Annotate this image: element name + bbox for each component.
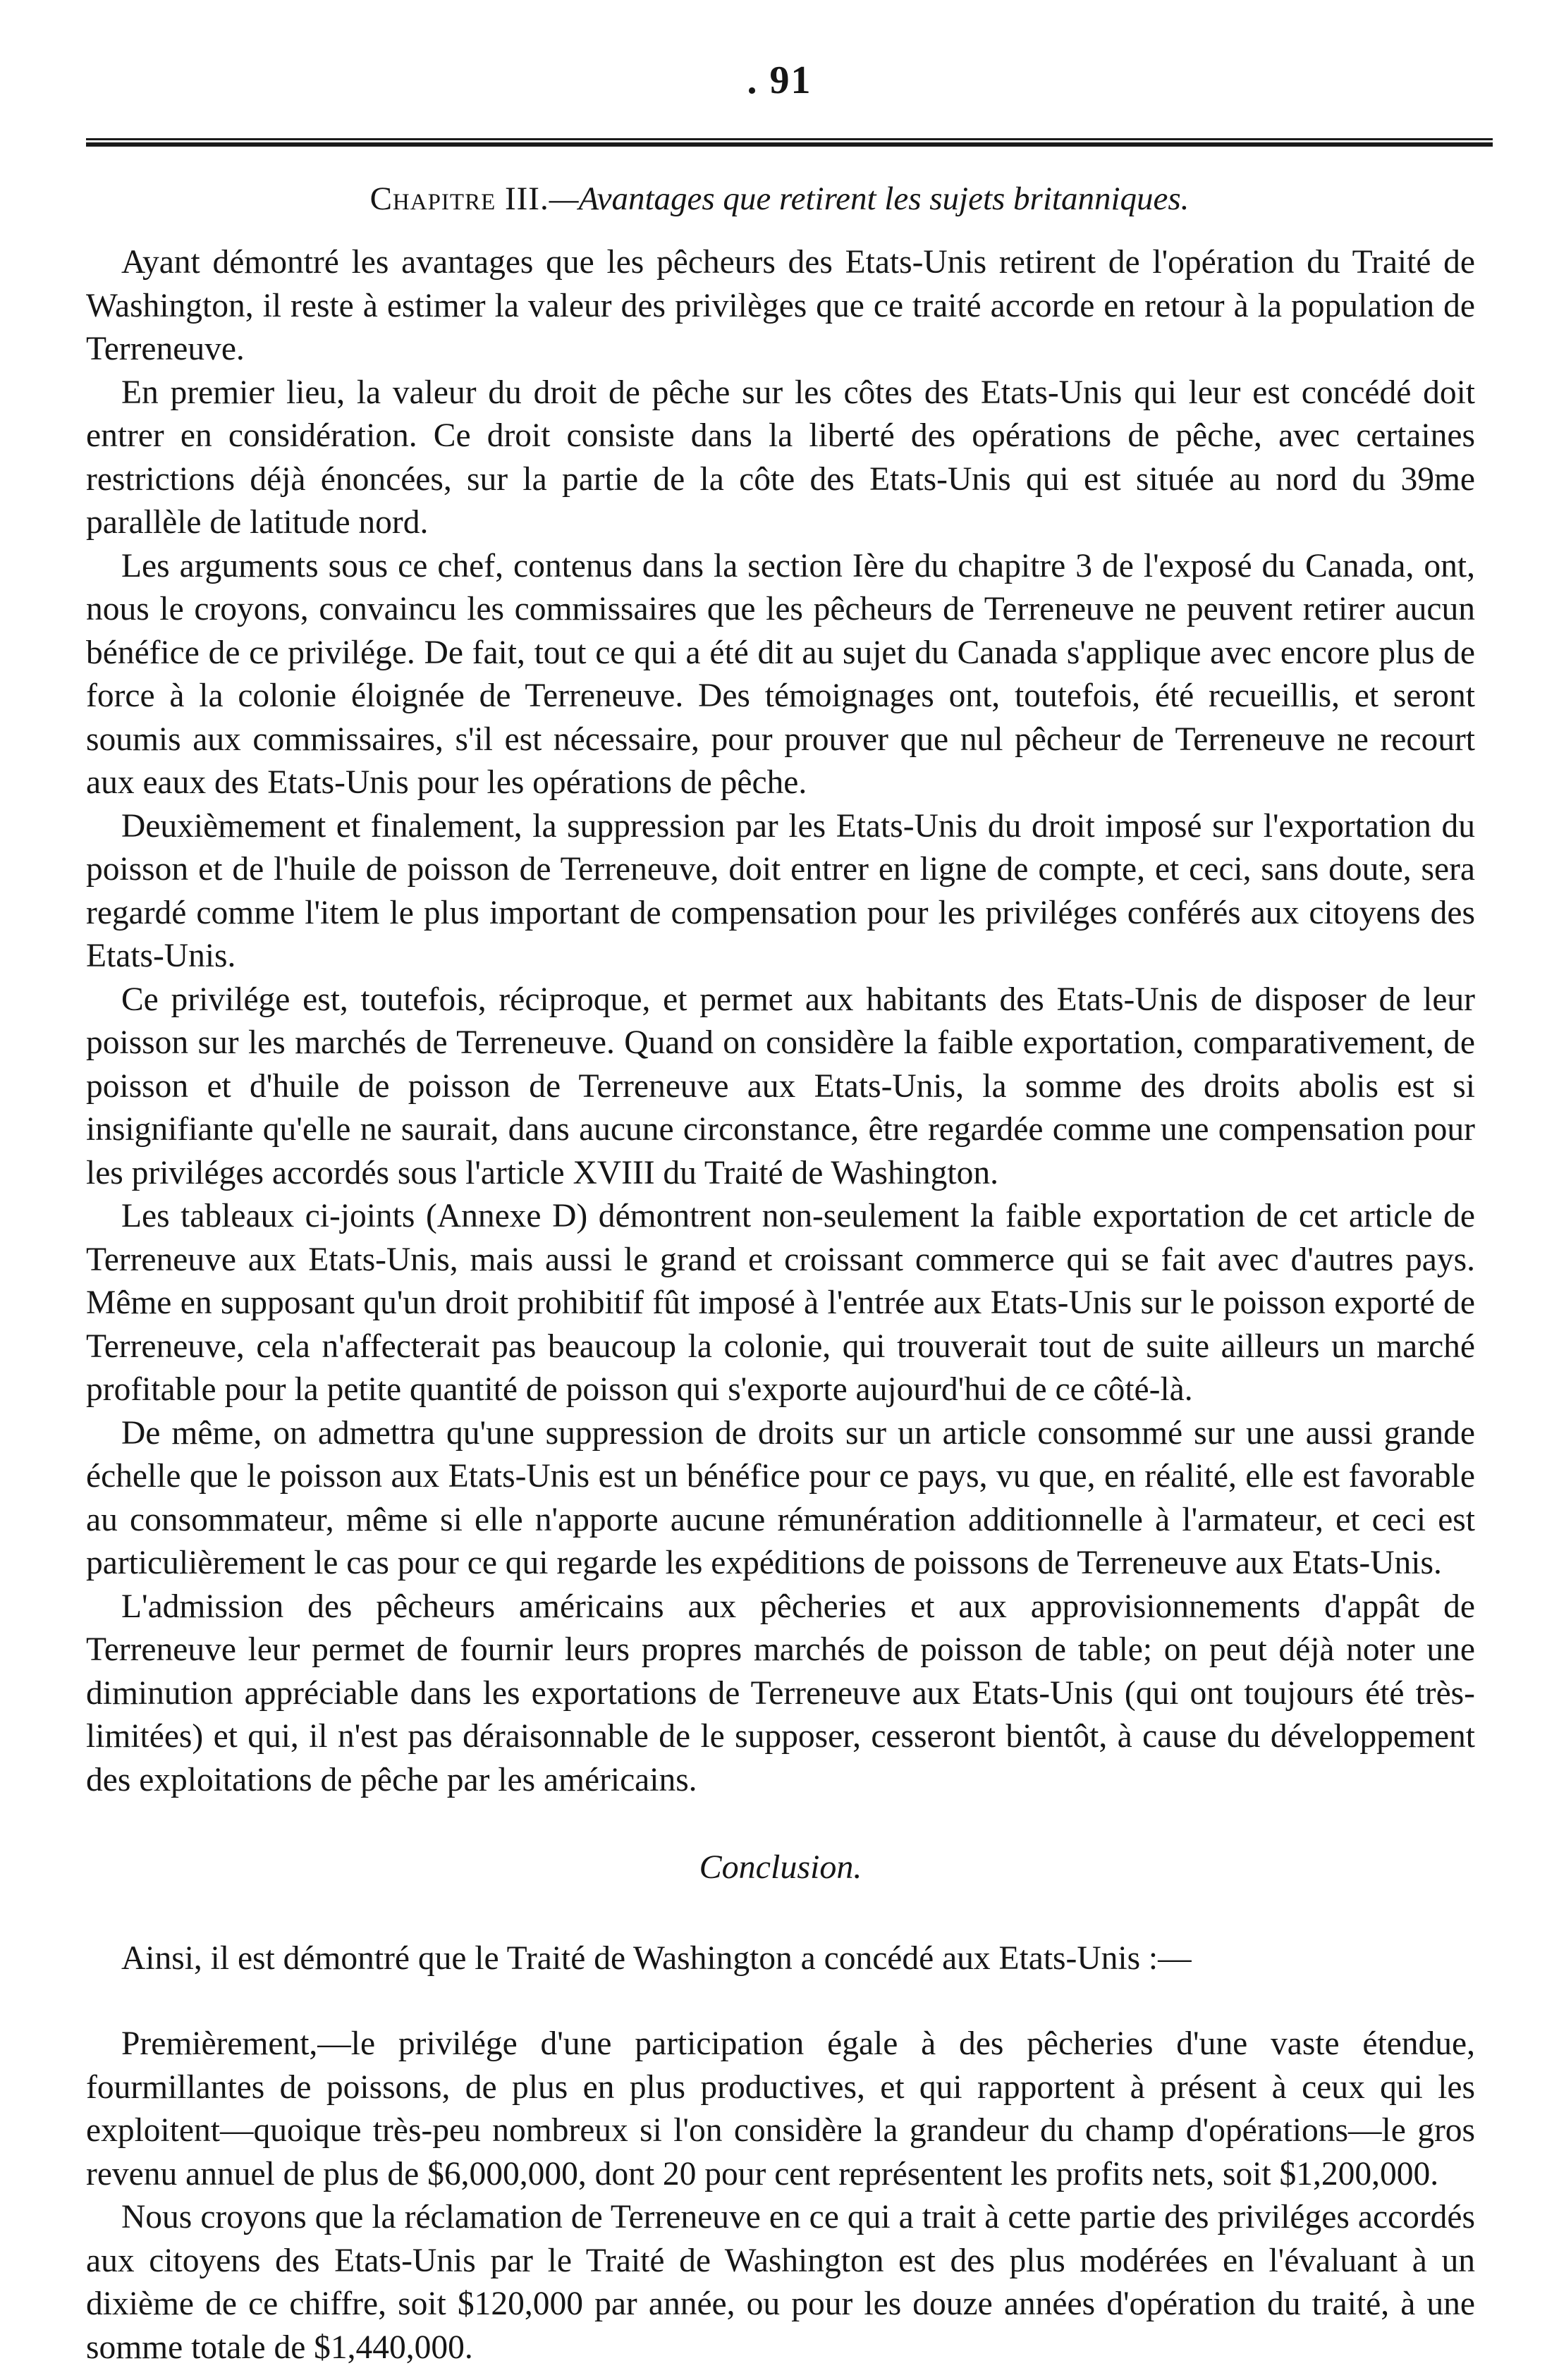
page-number: . 91 [747, 59, 812, 102]
chapter-heading [0, 178, 1559, 220]
chapter-label: Chapitre III. [369, 180, 549, 217]
paragraph: Les arguments sous ce chef, contenus dans la section Ière du chapitre 3 de l'exposé du Canada, ont, nous le croyons, convaincu les commissaires que les pêcheurs de Terreneuve ne peuvent retirer aucun bénéfice de ce privilége. De fait, tout ce qui a été dit au sujet du Canada s'applique avec encore plus de force à la colonie éloignée de Terreneuve. Des témoignages ont, toutefois, été recueillis, et seront soumis aux commissaires, s'il est nécessaire, pour prouver que nul pêcheur de Terreneuve ne recourt aux eaux des Etats-Unis pour les opérations de pêche. [86, 547, 1475, 801]
chapter-title: —Avantages que retirent les sujets britanniques. [549, 180, 1190, 217]
header-rule [86, 138, 1493, 147]
paragraph: Ayant démontré les avantages que les pêcheurs des Etats-Unis retirent de l'opération du Traité de Washington, il reste à estimer la valeur des privilèges que ce traité accorde en retour à la population de Terreneuve. [86, 244, 1475, 367]
conclusion-paragraph: Nous croyons que la réclamation de Terreneuve en ce qui a trait à cette partie des priviléges accordés aux citoyens des Etats-Unis par le Traité de Washington est des plus modérées en l'évaluant à un dixième de ce chiffre, soit $120,000 par année, ou pour les douze années d'opération du traité, à une somme totale de $1,440,000. [86, 2199, 1475, 2366]
paragraph: L'admission des pêcheurs américains aux pêcheries et aux approvisionnements d'appât de Terreneuve leur permet de fournir leurs propres marchés de poisson de table; on peut déjà noter une diminution appréciable dans les exportations de Terreneuve aux Etats-Unis (qui ont toujours été très-limitées) et qui, il n'est pas déraisonnable de le supposer, cesseront bientôt, à cause du développement des exploitations de pêche par les américains. [86, 1588, 1475, 1798]
paragraph: Deuxièmement et finalement, la suppression par les Etats-Unis du droit imposé sur l'exportation du poisson et de l'huile de poisson de Terreneuve, doit entrer en ligne de compte, et ceci, sans doute, sera regardé comme l'item le plus important de compensation pour les priviléges conférés aux citoyens des Etats-Unis. [86, 807, 1475, 974]
conclusion-paragraph: Premièrement,—le privilége d'une participation égale à des pêcheries d'une vaste étendue, fourmillantes de poissons, de plus en plus productives, et qui rapportent à présent à ceux qui les exploitent—quoique très-peu nombreux si l'on considère la grandeur du champ d'opérations—le gros revenu annuel de plus de $6,000,000, dont 20 pour cent représentent les profits nets, soit $1,200,000. [86, 2025, 1475, 2192]
paragraph: Ce privilége est, toutefois, réciproque, et permet aux habitants des Etats-Unis de disposer de leur poisson sur les marchés de Terreneuve. Quand on considère la faible exportation, comparativement, de poisson et d'huile de poisson de Terreneuve aux Etats-Unis, la somme des droits abolis est si insignifiante qu'elle ne saurait, dans aucune circonstance, être regardée comme une compensation pour les priviléges accordés sous l'article XVIII du Traité de Washington. [86, 981, 1475, 1191]
conclusion-heading: Conclusion. [699, 1848, 862, 1886]
paragraph: De même, on admettra qu'une suppression de droits sur un article consommé sur une aussi grande échelle que le poisson aux Etats-Unis est un bénéfice pour ce pays, vu que, en réalité, elle est favorable au consommateur, même si elle n'apporte aucune rémunération additionnelle à l'armateur, et ceci est particulièrement le cas pour ce qui regarde les expéditions de poissons de Terreneuve aux Etats-Unis. [86, 1414, 1475, 1581]
body-text [86, 241, 1475, 2369]
conclusion-paragraph: Ainsi, il est démontré que le Traité de Washington a concédé aux Etats-Unis :— [121, 1939, 1192, 1977]
paragraph: En premier lieu, la valeur du droit de pêche sur les côtes des Etats-Unis qui leur est concédé doit entrer en considération. Ce droit consiste dans la liberté des opérations de pêche, avec certaines restrictions déjà énoncées, sur la partie de la côte des Etats-Unis qui est située au nord du 39me parallèle de latitude nord. [86, 374, 1475, 541]
paragraph: Les tableaux ci-joints (Annexe D) démontrent non-seulement la faible exportation de cet article de Terreneuve aux Etats-Unis, mais aussi le grand et croissant commerce qui se fait avec d'autres pays. Même en supposant qu'un droit prohibitif fût imposé à l'entrée aux Etats-Unis sur le poisson exporté de Terreneuve, cela n'affecterait pas beaucoup la colonie, qui trouverait tout de suite ailleurs un marché profitable pour la petite quantité de poisson qui s'exporte aujourd'hui de ce côté-là. [86, 1198, 1475, 1408]
